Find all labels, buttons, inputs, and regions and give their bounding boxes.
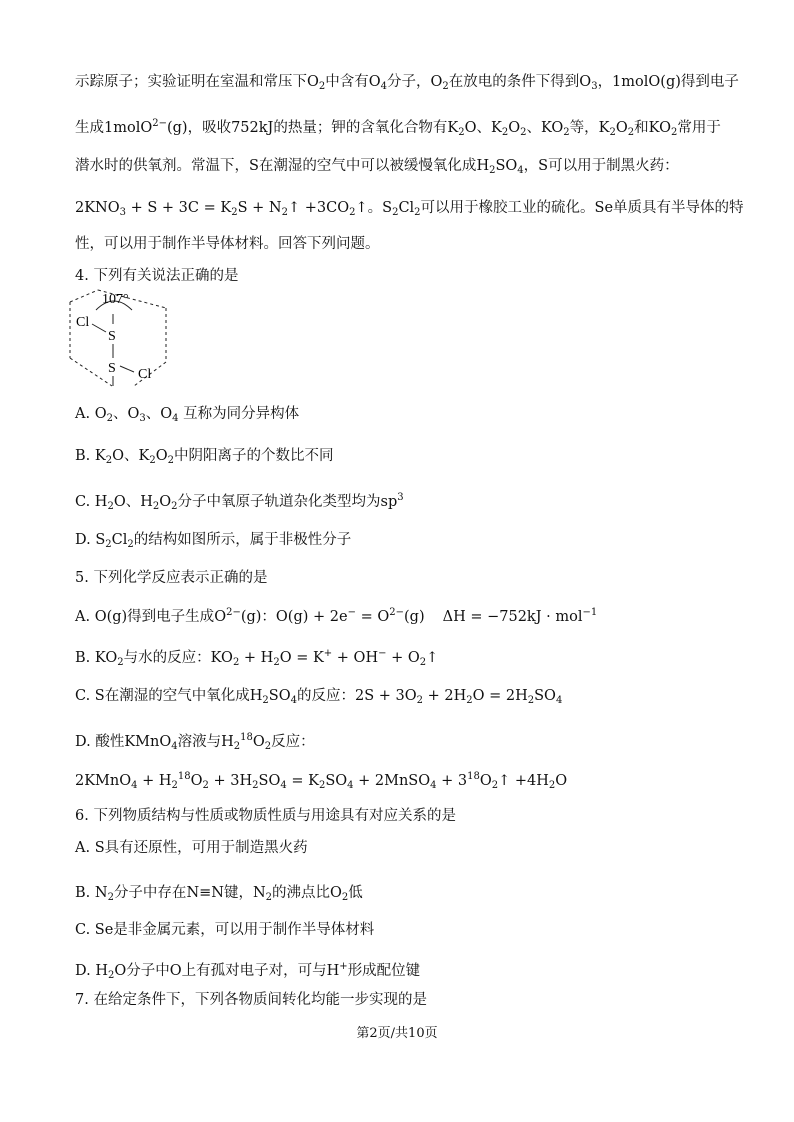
formula: O	[479, 773, 492, 789]
subscript: 2	[252, 780, 259, 791]
text-run: 常用于	[677, 120, 721, 136]
text-run: A.	[75, 406, 95, 422]
formula: SO	[325, 773, 348, 789]
subscript: 2	[489, 165, 496, 176]
q5-option-a	[75, 603, 597, 627]
question-7-stem: 7. 在给定条件下，下列各物质间转化均能一步实现的是	[75, 992, 427, 1008]
text-run: C. S在潮湿的空气中氧化成	[75, 688, 250, 704]
atom-s-2: S	[108, 361, 116, 376]
text-run: 、	[145, 406, 161, 422]
formula: K	[490, 120, 502, 136]
question-5-stem: 5. 下列化学反应表示正确的是	[75, 570, 268, 586]
formula: SO	[258, 773, 281, 789]
question-4-stem: 4. 下列有关说法正确的是	[75, 268, 239, 284]
formula: O	[94, 406, 107, 422]
subscript: 4	[131, 780, 138, 791]
subscript: 2	[171, 501, 178, 512]
superscript: 2−	[226, 607, 241, 618]
subscript: 2	[318, 81, 326, 92]
q4-option-b	[75, 446, 333, 471]
subscript: 4	[172, 413, 179, 424]
text-run: D.	[75, 532, 96, 548]
text-run: 溶液与	[177, 734, 222, 750]
formula: O	[430, 74, 443, 90]
superscript: −	[378, 648, 387, 659]
formula: H	[221, 734, 234, 750]
formula: O	[159, 494, 172, 510]
subscript: 2	[416, 695, 423, 706]
subscript: 2	[105, 455, 113, 466]
formula: + S + 3C = K	[126, 200, 232, 216]
formula: + 2H	[422, 688, 467, 704]
text-run: 在放电的条件下得到	[448, 74, 580, 90]
question-6-stem: 6. 下列物质结构与性质或物质性质与用途具有对应关系的是	[75, 808, 456, 824]
subscript: 2	[171, 780, 178, 791]
subscript: 2	[527, 695, 535, 706]
formula: K	[94, 448, 106, 464]
q5-option-c	[75, 686, 562, 711]
subscript: 2	[152, 501, 160, 512]
subscript: 3	[139, 413, 146, 424]
text-run: O、	[464, 120, 491, 136]
formula: O	[127, 406, 140, 422]
formula: O	[252, 734, 265, 750]
q6-option-a: A. S具有还原性，可用于制造黑火药	[75, 840, 308, 856]
subscript: 2	[318, 780, 326, 791]
subscript: 2	[233, 741, 241, 752]
text-run: 、	[112, 406, 128, 422]
subscript: 2	[349, 207, 356, 218]
subscript: 2	[548, 780, 556, 791]
formula: 2S + 3O	[354, 688, 417, 704]
text-run: 键，	[223, 885, 253, 901]
plane-edge	[70, 290, 98, 302]
formula: H	[140, 494, 153, 510]
text-run: ↑。	[355, 200, 383, 216]
intro-line-1	[75, 72, 739, 97]
formula: O	[307, 74, 319, 90]
subscript: 2	[627, 127, 635, 138]
subscript: 2	[202, 780, 209, 791]
text-run: O、	[112, 448, 139, 464]
subscript: 2	[262, 695, 269, 706]
subscript: 2	[117, 657, 124, 668]
text-run: 生成1molO	[75, 120, 153, 136]
text-run: A. O(g)得到电子生成	[75, 609, 215, 625]
text-run: 低	[348, 885, 363, 901]
formula: S + N	[237, 200, 282, 216]
atom-cl-1: Cl	[76, 315, 90, 330]
formula: O	[615, 120, 628, 136]
formula: O = 2H	[472, 688, 528, 704]
formula: = O	[355, 609, 390, 625]
formula: S	[382, 200, 393, 216]
bond-angle-label: 107°	[102, 292, 129, 307]
formula: KO	[210, 650, 233, 666]
formula: KO	[94, 650, 118, 666]
superscript: 3	[397, 492, 404, 503]
subscript: 4	[290, 695, 297, 706]
text-run: B.	[75, 650, 95, 666]
formula: H	[476, 158, 490, 174]
intro-line-4	[75, 198, 744, 223]
formula: ↑ +3CO	[287, 200, 350, 216]
formula: 2KNO	[75, 200, 120, 216]
formula: S	[95, 532, 106, 548]
subscript: 4	[347, 780, 354, 791]
text-run: 的结构如图所示，属于非极性分子	[133, 532, 352, 548]
subscript: 2	[231, 207, 238, 218]
subscript: 4	[380, 81, 388, 92]
text-run: C.	[75, 494, 95, 510]
text-run: 分子中氧原子轨道杂化类型均为	[177, 494, 381, 510]
formula: + O	[386, 650, 420, 666]
formula: 2KMnO	[75, 773, 132, 789]
formula: + OH	[332, 650, 379, 666]
superscript: 2−	[389, 607, 404, 618]
subscript: 4	[555, 695, 563, 706]
formula: O	[160, 406, 173, 422]
formula: (g)	[404, 609, 425, 625]
text-run: ，S可以用于制黑火药：	[523, 158, 679, 174]
text-run: 与水的反应：	[123, 650, 211, 666]
superscript: −1	[582, 607, 598, 618]
formula: H	[249, 688, 263, 704]
formula: O	[155, 448, 168, 464]
formula: H	[326, 963, 340, 979]
q5-option-d-equation	[75, 767, 567, 796]
text-run: 潜水时的供氧剂。常温下，S在潮湿的空气中可以被缓慢氧化成	[75, 158, 477, 174]
subscript: 2	[264, 741, 272, 752]
superscript: 18	[467, 771, 480, 782]
formula: O	[555, 773, 568, 789]
text-run: 可以用于橡胶工业的硫化。Se单质具有半导体的特	[420, 200, 744, 216]
subscript: 2	[107, 892, 114, 903]
formula: H	[94, 494, 108, 510]
intro-line-5: 性，可以用于制作半导体材料。回答下列问题。	[75, 236, 380, 252]
formula: (g)：O(g) + 2e	[240, 609, 348, 625]
q6-option-d	[75, 957, 420, 986]
subscript: 2	[501, 127, 509, 138]
superscript: −	[347, 607, 356, 618]
q5-option-b	[75, 644, 438, 673]
formula: SO	[495, 158, 518, 174]
formula: K	[447, 120, 459, 136]
subscript: 2	[232, 657, 240, 668]
q4-option-a	[75, 404, 299, 429]
text-run: 反应：	[271, 734, 315, 750]
subscript: 2	[281, 207, 288, 218]
subscript: 3	[591, 81, 598, 92]
subscript: 4	[517, 165, 524, 176]
formula: O	[508, 120, 521, 136]
q4-option-d	[75, 530, 351, 555]
subscript: 2	[442, 81, 449, 92]
q4-option-c	[75, 488, 404, 517]
subscript: 2	[149, 455, 156, 466]
text-run: B.	[75, 448, 95, 464]
subscript: 2	[520, 127, 527, 138]
subscript: 4	[280, 780, 287, 791]
formula: O = K	[279, 650, 324, 666]
formula: = K	[286, 773, 319, 789]
formula: KMnO	[124, 734, 172, 750]
text-run: D. 酸性	[75, 734, 125, 750]
bond-s-cl	[120, 366, 134, 372]
formula: + H	[239, 650, 274, 666]
text-run: 分子中存在	[113, 885, 187, 901]
page-footer: 第2页/共10页	[356, 1026, 438, 1041]
q6-option-c: C. Se是非金属元素，可以用于制作半导体材料	[75, 922, 375, 938]
atom-cl-2: Cl	[138, 367, 152, 382]
subscript: 2	[419, 657, 427, 668]
formula: + 3H	[208, 773, 253, 789]
text-run: 分子，	[387, 74, 431, 90]
atom-s-1: S	[108, 329, 116, 344]
subscript: 2	[107, 501, 114, 512]
formula: N≡N	[186, 885, 224, 901]
intro-line-3	[75, 156, 679, 181]
formula: SO	[534, 688, 556, 704]
text-run: 的反应：	[296, 688, 355, 704]
superscript: 18	[177, 771, 191, 782]
text-run: 等，	[569, 120, 599, 136]
formula: ↑ +4H	[498, 773, 549, 789]
subscript: 4	[171, 741, 178, 752]
subscript: 2	[265, 892, 273, 903]
formula: sp	[380, 494, 398, 510]
formula: Cl	[111, 532, 128, 548]
formula: + 3	[436, 773, 468, 789]
subscript: 2	[414, 207, 421, 218]
subscript: 2	[466, 695, 473, 706]
enthalpy-change: ΔH = −752kJ · mol	[442, 609, 583, 625]
text-run: 形成配位键	[347, 963, 421, 979]
subscript: 2	[491, 780, 499, 791]
q6-option-b	[75, 883, 363, 908]
formula: N	[252, 885, 266, 901]
subscript: 2	[273, 657, 280, 668]
formula: O	[330, 885, 342, 901]
subscript: 2	[341, 892, 349, 903]
text-run: 分子中O上有孤对电子对，可与	[126, 963, 327, 979]
formula: ↑	[426, 650, 439, 666]
text-run: B.	[75, 885, 95, 901]
text-run: 互称为同分异构体	[178, 406, 300, 422]
text-run: 中含有	[325, 74, 369, 90]
text-run: 、	[526, 120, 541, 136]
plane-edge	[70, 358, 112, 386]
intro-line-2	[75, 114, 721, 143]
formula: O	[368, 74, 381, 90]
superscript: +	[323, 648, 333, 659]
superscript: 2−	[152, 118, 167, 129]
bond-cl-s	[92, 324, 106, 332]
superscript: 18	[240, 732, 253, 743]
subscript: 3	[119, 207, 127, 218]
formula: + H	[137, 773, 172, 789]
subscript: 2	[392, 207, 399, 218]
formula: H	[95, 963, 108, 979]
subscript: 2	[563, 127, 570, 138]
formula: O	[214, 609, 227, 625]
text-run: ，1molO(g)得到电子	[597, 74, 739, 90]
formula: N	[94, 885, 108, 901]
formula: K	[598, 120, 610, 136]
subscript: 2	[167, 455, 174, 466]
subscript: 2	[609, 127, 616, 138]
s2cl2-structure-diagram	[68, 288, 178, 388]
subscript: 2	[127, 539, 134, 550]
formula: O	[114, 963, 127, 979]
formula: Cl	[398, 200, 415, 216]
subscript: 4	[430, 780, 437, 791]
formula: KO	[540, 120, 564, 136]
formula: O	[190, 773, 203, 789]
text-run: D.	[75, 963, 96, 979]
subscript: 2	[107, 970, 115, 981]
text-run: 中阴阳离子的个数比不同	[173, 448, 334, 464]
text-run: 和	[634, 120, 649, 136]
superscript: +	[339, 961, 348, 972]
subscript: 2	[671, 127, 678, 138]
formula: + 2MnSO	[353, 773, 431, 789]
formula: O	[579, 74, 592, 90]
text-run: O、	[113, 494, 141, 510]
formula: KO	[648, 120, 671, 136]
text-run: 的沸点比	[272, 885, 331, 901]
text-run: (g)，吸收752kJ的热量；钾的含氧化合物有	[166, 120, 448, 136]
formula: SO	[268, 688, 291, 704]
text-run: 示踪原子；实验证明在室温和常压下	[75, 74, 307, 90]
subscript: 2	[106, 413, 113, 424]
subscript: 2	[105, 539, 112, 550]
subscript: 2	[458, 127, 465, 138]
formula: K	[138, 448, 150, 464]
q5-option-d	[75, 728, 315, 757]
